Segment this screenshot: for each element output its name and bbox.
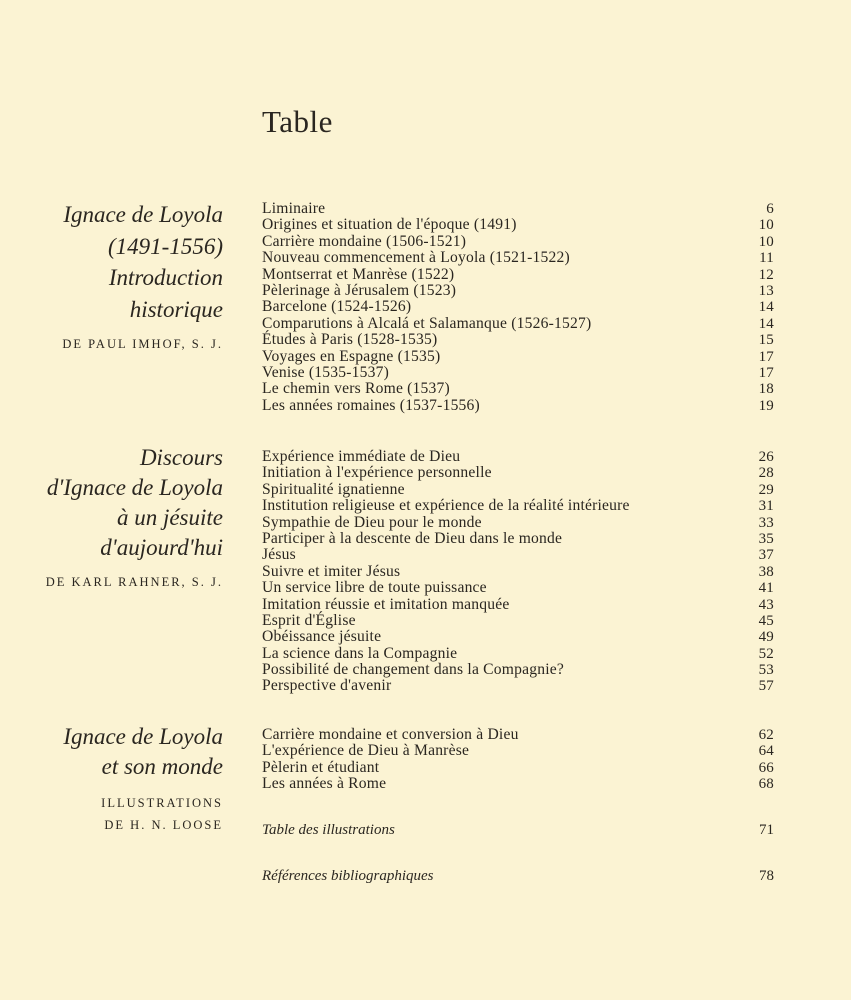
section-heading [0, 722, 223, 836]
toc-entry-title: Pèlerin et étudiant [262, 758, 380, 776]
toc-entry-page: 52 [758, 645, 774, 662]
toc-entry-title: Institution religieuse et expérience de la réalité intérieure [262, 497, 630, 515]
toc-entry-illustrations[interactable] [262, 822, 774, 839]
toc-entry-page: 41 [758, 580, 774, 597]
author-line: DE PAUL IMHOF, S. J. [62, 337, 223, 351]
toc-entry-title: Jésus [262, 546, 296, 564]
toc-entry[interactable] [262, 482, 774, 498]
toc-entry[interactable] [262, 398, 774, 414]
toc-entry-title: Carrière mondaine et conversion à Dieu [262, 726, 519, 743]
toc-entry-title: Venise (1535-1537) [262, 363, 390, 381]
toc-entry-page: 35 [758, 530, 774, 547]
toc-entry-page: 28 [758, 465, 774, 482]
toc-entry-page: 19 [758, 397, 774, 414]
section-heading [0, 199, 223, 352]
toc-entry[interactable] [262, 776, 774, 792]
toc-entry-title: Participer à la descente de Dieu dans le monde [262, 529, 563, 547]
toc-entry-page: 62 [758, 727, 774, 743]
toc-entry[interactable] [262, 283, 774, 299]
toc-entry-title: Études à Paris (1528-1535) [262, 331, 438, 349]
toc-entry[interactable] [262, 597, 774, 613]
author-line: DE KARL RAHNER, S. J. [45, 575, 223, 589]
toc-entry-page: 10 [758, 233, 774, 250]
section-author [0, 575, 223, 590]
section-title-line: Discours [139, 445, 223, 470]
toc-entry-page: 14 [758, 315, 774, 332]
toc-entry-page: 29 [758, 481, 774, 498]
toc-entry[interactable] [262, 678, 774, 694]
toc-entry-page: 13 [758, 282, 774, 299]
toc-entry[interactable] [262, 332, 774, 348]
toc-entry[interactable] [262, 531, 774, 547]
toc-entry-title: Spiritualité ignatienne [262, 480, 405, 498]
toc-entry-title: Obéissance jésuite [262, 628, 382, 646]
toc-entry[interactable] [262, 646, 774, 662]
toc-entry[interactable] [262, 267, 774, 283]
section-title-line: Ignace de Loyola [63, 724, 223, 749]
toc-entry-page: 33 [758, 514, 774, 531]
toc-entry-title: Suivre et imiter Jésus [262, 562, 401, 580]
toc-entry[interactable] [262, 498, 774, 514]
toc-entry-page: 11 [759, 250, 774, 267]
toc-entry[interactable] [262, 760, 774, 776]
section-title [0, 722, 223, 782]
toc-entry-page: 66 [758, 759, 774, 776]
toc-entry-title: Barcelone (1524-1526) [262, 298, 412, 316]
toc-entry-title: Le chemin vers Rome (1537) [262, 380, 450, 398]
toc-entry[interactable] [262, 629, 774, 645]
toc-entry[interactable] [262, 449, 774, 465]
toc-entry-page: 18 [758, 381, 774, 398]
author-line: DE H. N. LOOSE [104, 818, 223, 832]
toc-entry-title: Possibilité de changement dans la Compagnie? [262, 661, 564, 679]
toc-entry[interactable] [262, 217, 774, 233]
toc-list [262, 201, 774, 414]
toc-entry[interactable] [262, 547, 774, 563]
toc-entry[interactable] [262, 662, 774, 678]
author-line: ILLUSTRATIONS [101, 796, 223, 810]
toc-entry[interactable] [262, 743, 774, 759]
page-title: Table [262, 104, 333, 139]
toc-entry-title: Imitation réussie et imitation manquée [262, 595, 510, 613]
toc-entry-title: Liminaire [262, 200, 326, 217]
toc-entry-title: Les années à Rome [262, 775, 387, 793]
toc-entry-title: Sympathie de Dieu pour le monde [262, 513, 482, 531]
section-heading [0, 443, 223, 590]
section-title-line: historique [129, 296, 223, 322]
toc-entry-page: 43 [758, 596, 774, 613]
toc-entry-page: 10 [758, 217, 774, 234]
toc-entry-title: Table des illustrations [262, 822, 395, 838]
toc-entry-title: Voyages en Espagne (1535) [262, 347, 441, 365]
toc-entry[interactable] [262, 316, 774, 332]
toc-entry-title: Esprit d'Église [262, 611, 356, 629]
toc-list [262, 449, 774, 695]
toc-entry-title: Expérience immédiate de Dieu [262, 448, 461, 465]
section-title [0, 443, 223, 563]
toc-entry[interactable] [262, 564, 774, 580]
toc-entry-page: 14 [758, 299, 774, 316]
toc-entry[interactable] [262, 381, 774, 397]
toc-entry-page: 64 [758, 743, 774, 760]
toc-entry-title: Nouveau commencement à Loyola (1521-1522) [262, 249, 570, 267]
toc-entry[interactable] [262, 349, 774, 365]
toc-entry-page: 6 [766, 201, 774, 217]
toc-entry-title: Carrière mondaine (1506-1521) [262, 232, 467, 250]
toc-entry-title: La science dans la Compagnie [262, 644, 458, 662]
toc-entry-page: 17 [758, 364, 774, 381]
section-author [0, 792, 223, 836]
toc-entry-page: 12 [758, 266, 774, 283]
toc-entry-title: Origines et situation de l'époque (1491) [262, 216, 517, 234]
section-author [0, 337, 223, 352]
toc-list [262, 727, 774, 793]
toc-entry[interactable] [262, 234, 774, 250]
toc-entry[interactable] [262, 465, 774, 481]
toc-entry-title: L'expérience de Dieu à Manrèse [262, 742, 470, 760]
section-title-line: d'Ignace de Loyola [46, 475, 223, 500]
section-title-line: et son monde [101, 754, 223, 779]
toc-entry-title: Perspective d'avenir [262, 677, 392, 695]
toc-entry[interactable] [262, 201, 774, 217]
toc-entry[interactable] [262, 580, 774, 596]
section-title-line: (1491-1556) [108, 233, 223, 259]
toc-entry-title: Les années romaines (1537-1556) [262, 396, 480, 414]
toc-entry-title: Initiation à l'expérience personnelle [262, 464, 492, 482]
toc-entry-page: 45 [758, 612, 774, 629]
toc-entry-page: 31 [758, 498, 774, 515]
toc-entry[interactable] [262, 250, 774, 266]
toc-entry-page: 71 [759, 822, 774, 838]
section-title-line: Introduction [108, 265, 223, 290]
toc-entry[interactable] [262, 299, 774, 315]
toc-entry-page: 78 [759, 868, 774, 884]
toc-entry-references[interactable] [262, 868, 774, 885]
toc-entry-page: 37 [758, 547, 774, 564]
toc-entry[interactable] [262, 365, 774, 381]
toc-entry-page: 26 [758, 449, 774, 465]
section-title-line: d'aujourd'hui [100, 535, 223, 560]
toc-entry-page: 68 [758, 776, 774, 793]
toc-entry-page: 57 [758, 678, 774, 695]
toc-entry[interactable] [262, 727, 774, 743]
toc-entry-title: Pèlerinage à Jérusalem (1523) [262, 281, 457, 299]
toc-entry-title: Un service libre de toute puissance [262, 579, 487, 597]
toc-entry-page: 49 [758, 629, 774, 646]
toc-entry[interactable] [262, 515, 774, 531]
toc-entry-page: 38 [758, 563, 774, 580]
toc-entry[interactable] [262, 613, 774, 629]
toc-entry-title: Comparutions à Alcalá et Salamanque (1526-1527) [262, 314, 592, 332]
section-title-line: à un jésuite [116, 505, 223, 530]
toc-entry-page: 15 [758, 332, 774, 349]
section-title [0, 199, 223, 325]
toc-entry-title: Montserrat et Manrèse (1522) [262, 265, 455, 283]
section-title-line: Ignace de Loyola [63, 202, 223, 227]
toc-entry-page: 17 [758, 348, 774, 365]
toc-entry-page: 53 [758, 662, 774, 679]
toc-entry-title: Références bibliographiques [262, 868, 434, 884]
